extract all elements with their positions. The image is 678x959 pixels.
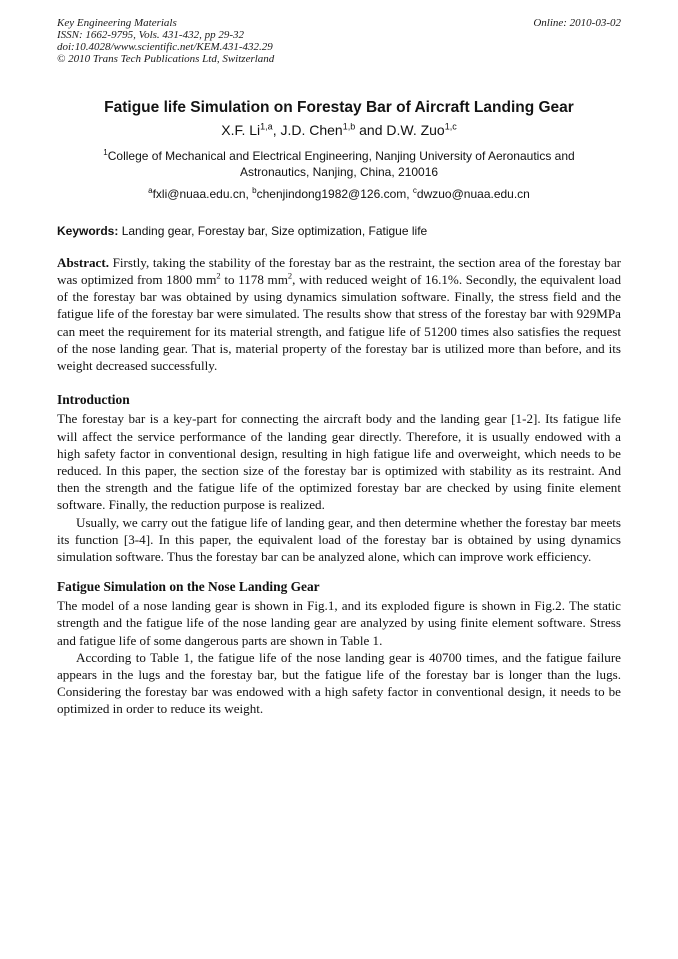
affiliation-sup: 1 (103, 148, 108, 158)
email-c: dwzuo@nuaa.edu.cn (416, 187, 530, 202)
online-date: Online: 2010-03-02 (533, 17, 621, 29)
keywords-line (57, 224, 621, 239)
email-sup-c: c (412, 186, 417, 196)
abstract-text-1: Firstly, taking the stability of the forestay bar as the restraint, the section area of the forestay bar was optimized from 1800 mm (57, 254, 621, 288)
affiliation-line-2: Astronautics, Nanjing, China, 210016 (239, 164, 439, 179)
section-introduction (57, 391, 621, 565)
journal-header (57, 17, 621, 65)
abstract-text-2: to 1178 mm (220, 272, 288, 288)
introduction-paragraph-1: The forestay bar is a key-part for connecting the aircraft body and the landing gear [1-2]. Its fatigue life will affect the service performance of the landing gear directly. Therefore, it is usually endowed with a high safety factor in conventional design, resulting in high fatigue life and overweight, which needs to be reduced. In this paper, the section size of the forestay bar is optimized with stability as its restraint. And then the strength and the fatigue life of the optimized forestay bar are checked by using finite element software. Finally, the reduction purpose is realized. (57, 411, 621, 513)
keywords-label: Keywords: (57, 223, 119, 238)
email-sup-b: b (252, 186, 257, 196)
email-a: fxli@nuaa.edu.cn, (152, 187, 253, 202)
section-fatigue-simulation (57, 578, 621, 717)
mm2-sup-2: 2 (287, 270, 293, 281)
fatigue-paragraph-2: According to Table 1, the fatigue life of the nose landing gear is 40700 times, and the fatigue failure appears in the lugs and the forestay bar, but the fatigue life of the forestay bar is longer than the lugs. Considering the forestay bar was endowed with a high safety factor in conventional design, it needs to be optimized in order to reduce its weight. (57, 649, 621, 717)
author-3-sup: 1,c (444, 121, 457, 132)
mm2-sup-1: 2 (216, 270, 221, 281)
affiliation (57, 149, 621, 180)
abstract-label: Abstract. (57, 254, 109, 270)
doi-line: doi:10.4028/www.scientific.net/KEM.431-432.29 (57, 41, 273, 54)
copyright-line: © 2010 Trans Tech Publications Ltd, Switzerland (57, 53, 275, 66)
fatigue-simulation-heading: Fatigue Simulation on the Nose Landing Gear (57, 579, 320, 595)
author-1: X.F. Li (221, 122, 261, 139)
paper-title: Fatigue life Simulation on Forestay Bar of Aircraft Landing Gear (104, 99, 574, 117)
issn-line: ISSN: 1662-9795, Vols. 431-432, pp 29-32 (57, 29, 244, 42)
introduction-heading: Introduction (57, 392, 130, 408)
fatigue-paragraph-1: The model of a nose landing gear is shown in Fig.1, and its exploded figure is shown in Fig.2. The static strength and the fatigue life of the nose landing gear are analyzed by using finite element software. Stress and fatigue life of some dangerous parts are shown in Table 1. (57, 598, 621, 648)
author-3: and D.W. Zuo (355, 122, 445, 139)
authors-line (57, 121, 621, 140)
author-2: , J.D. Chen (272, 122, 343, 139)
author-2-sup: 1,b (342, 121, 356, 132)
email-sup-a: a (148, 186, 153, 196)
affiliation-text-1: College of Mechanical and Electrical Engineering, Nanjing University of Aeronautics and (107, 149, 575, 164)
journal-name: Key Engineering Materials (57, 17, 177, 29)
abstract-text-3: , with reduced weight of 16.1%. Secondly, the equivalent load of the forestay bar was obtained by using dynamics simulation software. Finally, the stress field and the fatigue life of the forestay bar were simulated. The results show that stress of the forestay bar with 929MPa can meet the requirement for its material strength, and fatigue life of 51200 times also satisfies the request of the nose landing gear. That is, material property of the forestay bar is utilized more than before, and its weight decreased successfully. (57, 272, 621, 374)
author-emails (57, 187, 621, 203)
introduction-paragraph-2: Usually, we carry out the fatigue life of landing gear, and then determine whether the forestay bar meets its function [3-4]. In this paper, the equivalent load of the forestay bar is obtained by using dynamics simulation software. Thus the forestay bar can be analyzed alone, which can improve work efficiency. (57, 514, 621, 564)
author-1-sup: 1,a (260, 121, 273, 132)
keywords-text: Landing gear, Forestay bar, Size optimization, Fatigue life (118, 223, 428, 238)
abstract-paragraph (57, 254, 621, 374)
email-b: chenjindong1982@126.com, (256, 187, 413, 202)
journal-header-row (57, 17, 621, 29)
affiliation-line-1 (57, 149, 621, 165)
